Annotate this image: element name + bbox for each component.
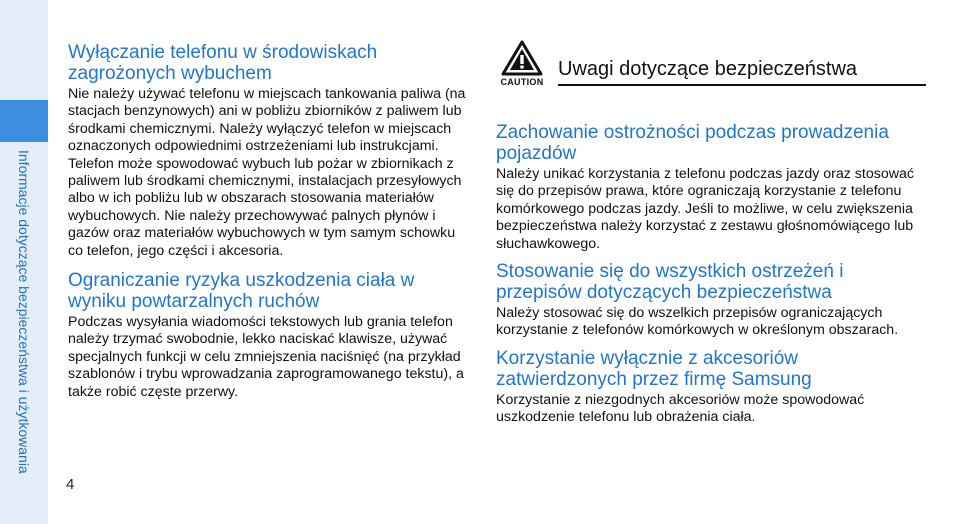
section-body: Nie należy używać telefonu w miejscach tankowania paliwa (na stacjach benzynowych) ani w pobliżu zbiorników z paliwem lub środkami chemicznymi. Należy wyłączyć telefon w miejscach oznaczonych odpowiednimi ostrzeżeniami lub instrukcjami. Telefon może spowodować wybuch lub pożar w zbiornikach z paliwem lub środkami chemicznymi, instalacjach przesyłowych albo w ich pobliżu lub w obszarach stosowania materiałów wybuchowych. Nie należy przechowywać palnych płynów i gazów oraz materiałów wybuchowych w tym samym schowku co telefon, jego części i akcesoria.	[68, 86, 466, 259]
section-body: Korzystanie z niezgodnych akcesoriów może spowodować uszkodzenie telefonu lub obrażenia ciała.	[496, 391, 865, 426]
sidebar	[0, 0, 48, 524]
right-column	[496, 40, 926, 433]
section-body: Należy stosować się do wszelkich przepisów ograniczających korzystanie z telefonów komórkowych w określonym obszarach.	[496, 305, 899, 339]
section-samsung-accessories	[496, 348, 926, 427]
warning-icon	[501, 40, 543, 76]
sidebar-accent-block	[0, 100, 48, 142]
caution-badge	[496, 40, 548, 92]
section-title: Wyłączanie telefonu w środowiskach zagrożonych wybuchem	[68, 42, 378, 84]
section-body: Podczas wysyłania wiadomości tekstowych lub grania telefon należy trzymać swobodnie, lekko naciskać klawisze, używać specjalnych funkcji w celu zmniejszenia naciśnięć (na przykład szablonów i trybu wprowadzania zaprogramowanego tekstu), a także robić częste przerwy.	[68, 314, 464, 400]
section-body: Należy unikać korzystania z telefonu podczas jazdy oraz stosować się do przepisów prawa, które ograniczają korzystanie z telefonu komórkowego podczas jazdy. Jeśli to możliwe, w celu zwiększenia bezpieczeństwa należy korzystać z zestawu głośnomówiącego lub słuchawkowego.	[496, 166, 914, 252]
left-column	[68, 42, 472, 407]
section-title: Stosowanie się do wszystkich ostrzeżeń i przepisów dotyczących bezpieczeństwa	[496, 261, 844, 304]
section-title: Korzystanie wyłącznie z akcesoriów zatwierdzonych przez firmę Samsung	[496, 347, 812, 390]
caution-header	[496, 40, 926, 92]
header-title: Uwagi dotyczące bezpieczeństwa	[558, 56, 926, 86]
section-repetitive-motion	[68, 270, 472, 401]
section-title: Ograniczanie ryzyka uszkodzenia ciała w wyniku powtarzalnych ruchów	[68, 270, 415, 313]
sidebar-chapter-title: Informacje dotyczące bezpieczeństwa i użytkowania	[16, 150, 32, 474]
section-explosive-environments	[68, 42, 472, 260]
caution-label: CAUTION	[500, 77, 544, 87]
section-title: Zachowanie ostrożności podczas prowadzenia pojazdów	[496, 122, 889, 164]
page-number: 4	[66, 476, 75, 493]
section-safety-warnings	[496, 261, 926, 340]
section-driving	[496, 122, 926, 253]
